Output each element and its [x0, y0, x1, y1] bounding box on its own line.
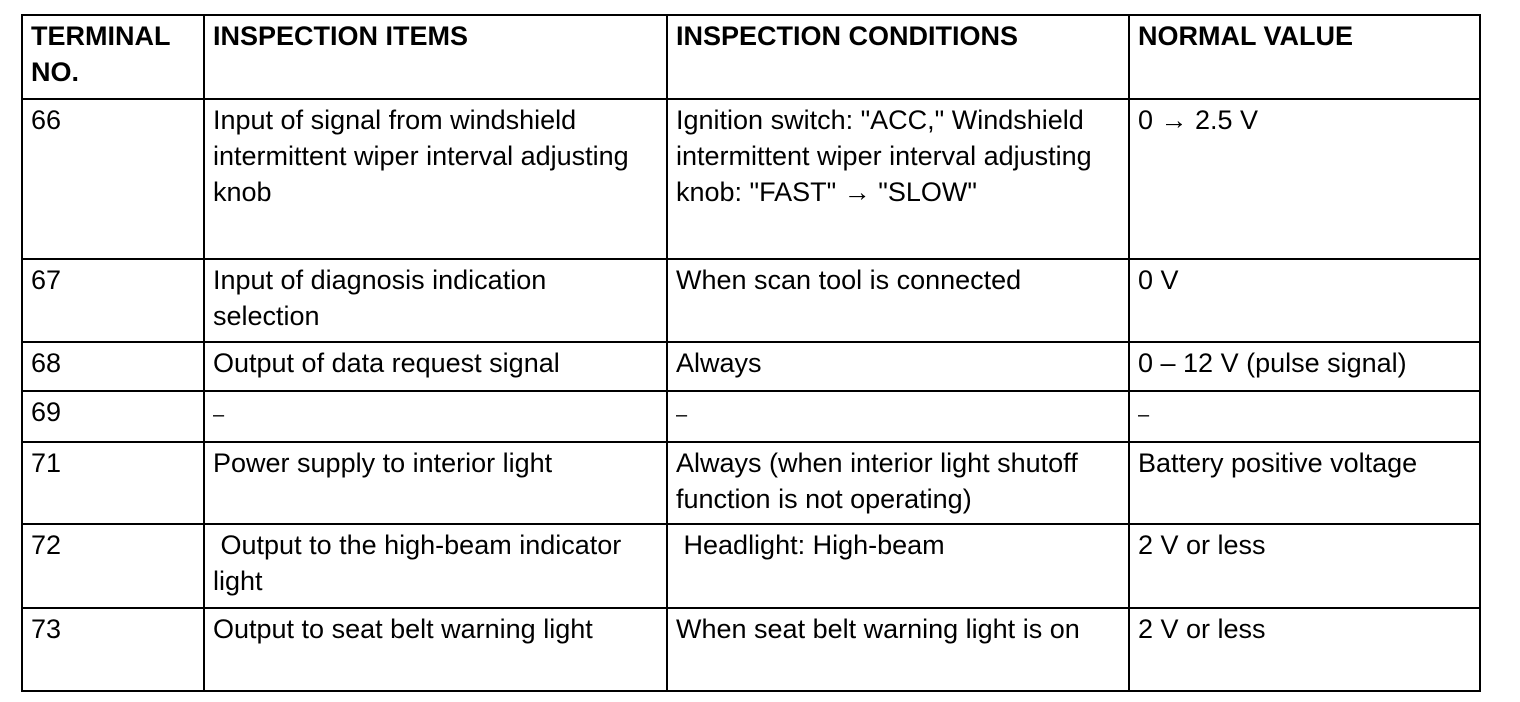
cell-terminal: 67 — [22, 259, 204, 342]
cell-terminal: 69 — [22, 391, 204, 442]
cell-inspection-item: Input of diagnosis indication selection — [204, 259, 667, 342]
cell-terminal: 72 — [22, 524, 204, 608]
cell-normal-value — [1129, 391, 1480, 442]
header-inspection-conditions: INSPECTION CONDITIONS — [667, 15, 1129, 99]
cell-inspection-condition — [667, 391, 1129, 442]
inspection-table — [21, 14, 1481, 692]
cell-inspection-condition: Headlight: High-beam — [667, 524, 1129, 608]
cell-inspection-item: Output to the high-beam indicator light — [204, 524, 667, 608]
cell-normal-value: Battery positive voltage — [1129, 442, 1480, 524]
cell-normal-value: 2 V or less — [1129, 524, 1480, 608]
cell-inspection-item: Output of data request signal — [204, 342, 667, 391]
table-header-row — [22, 15, 1480, 99]
table-row — [22, 391, 1480, 442]
cell-normal-value: 0 → 2.5 V — [1129, 99, 1480, 259]
cell-inspection-item: Power supply to interior light — [204, 442, 667, 524]
cell-normal-value: 0 V — [1129, 259, 1480, 342]
cell-inspection-condition: Always (when interior light shutoff function is not operating) — [667, 442, 1129, 524]
cell-terminal: 71 — [22, 442, 204, 524]
table-row — [22, 259, 1480, 342]
table-row — [22, 99, 1480, 259]
cell-inspection-item: Output to seat belt warning light — [204, 608, 667, 691]
cell-normal-value: 2 V or less — [1129, 608, 1480, 691]
cell-inspection-item — [204, 391, 667, 442]
dash-placeholder: – — [1138, 404, 1150, 426]
table-row — [22, 524, 1480, 608]
dash-placeholder: – — [213, 404, 225, 426]
table-row — [22, 442, 1480, 524]
table-row — [22, 608, 1480, 691]
cell-inspection-condition: When seat belt warning light is on — [667, 608, 1129, 691]
cell-terminal: 66 — [22, 99, 204, 259]
dash-placeholder: – — [676, 404, 688, 426]
cell-terminal: 73 — [22, 608, 204, 691]
cell-inspection-condition: Always — [667, 342, 1129, 391]
cell-inspection-item: Input of signal from windshield intermittent wiper interval adjusting knob — [204, 99, 667, 259]
cell-inspection-condition: Ignition switch: "ACC," Windshield intermittent wiper interval adjusting knob: "FAST" → "SLOW" — [667, 99, 1129, 259]
header-inspection-items: INSPECTION ITEMS — [204, 15, 667, 99]
cell-normal-value: 0 – 12 V (pulse signal) — [1129, 342, 1480, 391]
cell-inspection-condition: When scan tool is connected — [667, 259, 1129, 342]
table-row — [22, 342, 1480, 391]
header-terminal-no: TERMINAL NO. — [22, 15, 204, 99]
cell-terminal: 68 — [22, 342, 204, 391]
header-normal-value: NORMAL VALUE — [1129, 15, 1480, 99]
